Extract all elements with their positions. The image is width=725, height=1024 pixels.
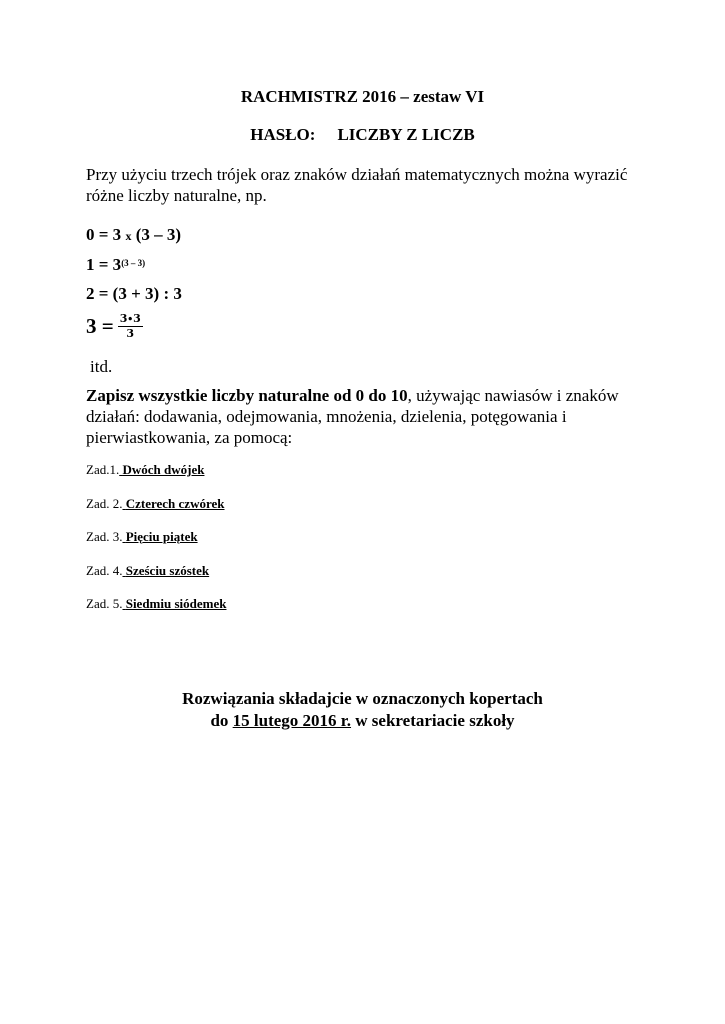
- intro-paragraph: Przy użyciu trzech trójek oraz znaków działań matematycznych można wyrazić różne liczby naturalne, np.: [86, 165, 628, 205]
- task-label: Zad. 2.: [86, 496, 123, 511]
- task-item: [86, 462, 204, 478]
- task-label: Zad.1.: [86, 462, 120, 477]
- task-name: Siedmiu siódemek: [125, 596, 227, 611]
- task-item: [86, 563, 209, 579]
- task-instructions: [86, 385, 646, 448]
- task-rest: , używając nawiasów i znaków działań: dodawania, odejmowania, mnożenia, dzielenia, potęgowania i pierwiastkowania, za pomocą:: [86, 386, 619, 447]
- task-label: Zad. 5.: [86, 596, 123, 611]
- password-value: LICZBY Z LICZB: [337, 125, 475, 144]
- eq3-lhs: 3 =: [86, 314, 114, 338]
- task-name: Sześciu szóstek: [125, 563, 210, 578]
- eq0-operator: x: [125, 229, 132, 243]
- footer-line-1: Rozwiązania składajcie w oznaczonych kopertach: [182, 689, 543, 708]
- eq1-base: 1 = 3: [86, 255, 122, 274]
- task-label: Zad. 4.: [86, 563, 123, 578]
- password-label: HASŁO:: [250, 125, 316, 144]
- etc-text: itd.: [90, 357, 113, 376]
- example-equation-2: 2 = (3 + 3) : 3: [86, 284, 182, 303]
- eq3-fraction: [118, 312, 143, 341]
- example-equation-3: [86, 312, 143, 341]
- eq3-numerator: 3∙3: [119, 312, 141, 325]
- task-item: [86, 496, 225, 512]
- example-equation-1: [86, 255, 145, 275]
- eq1-exponent: (3 – 3): [121, 258, 146, 268]
- eq3-denominator: 3: [126, 327, 135, 340]
- deadline-date: 15 lutego 2016 r.: [232, 711, 352, 730]
- task-name: Pięciu piątek: [125, 529, 198, 544]
- footer-note: [0, 688, 725, 732]
- footer-pre: do: [210, 711, 229, 730]
- task-label: Zad. 3.: [86, 529, 123, 544]
- footer-line-2: [0, 710, 725, 732]
- example-equation-0: [86, 225, 181, 245]
- task-bold: Zapisz wszystkie liczby naturalne od 0 do 10: [86, 386, 408, 405]
- eq0-right: (3 – 3): [135, 225, 182, 244]
- footer-post: w sekretariacie szkoły: [355, 711, 515, 730]
- task-name: Czterech czwórek: [125, 496, 225, 511]
- password-line: [0, 125, 725, 145]
- eq0-left: 0 = 3: [86, 225, 122, 244]
- task-item: [86, 596, 226, 612]
- task-name: Dwóch dwójek: [122, 462, 205, 477]
- page-title: RACHMISTRZ 2016 – zestaw VI: [240, 87, 485, 106]
- task-item: [86, 529, 198, 545]
